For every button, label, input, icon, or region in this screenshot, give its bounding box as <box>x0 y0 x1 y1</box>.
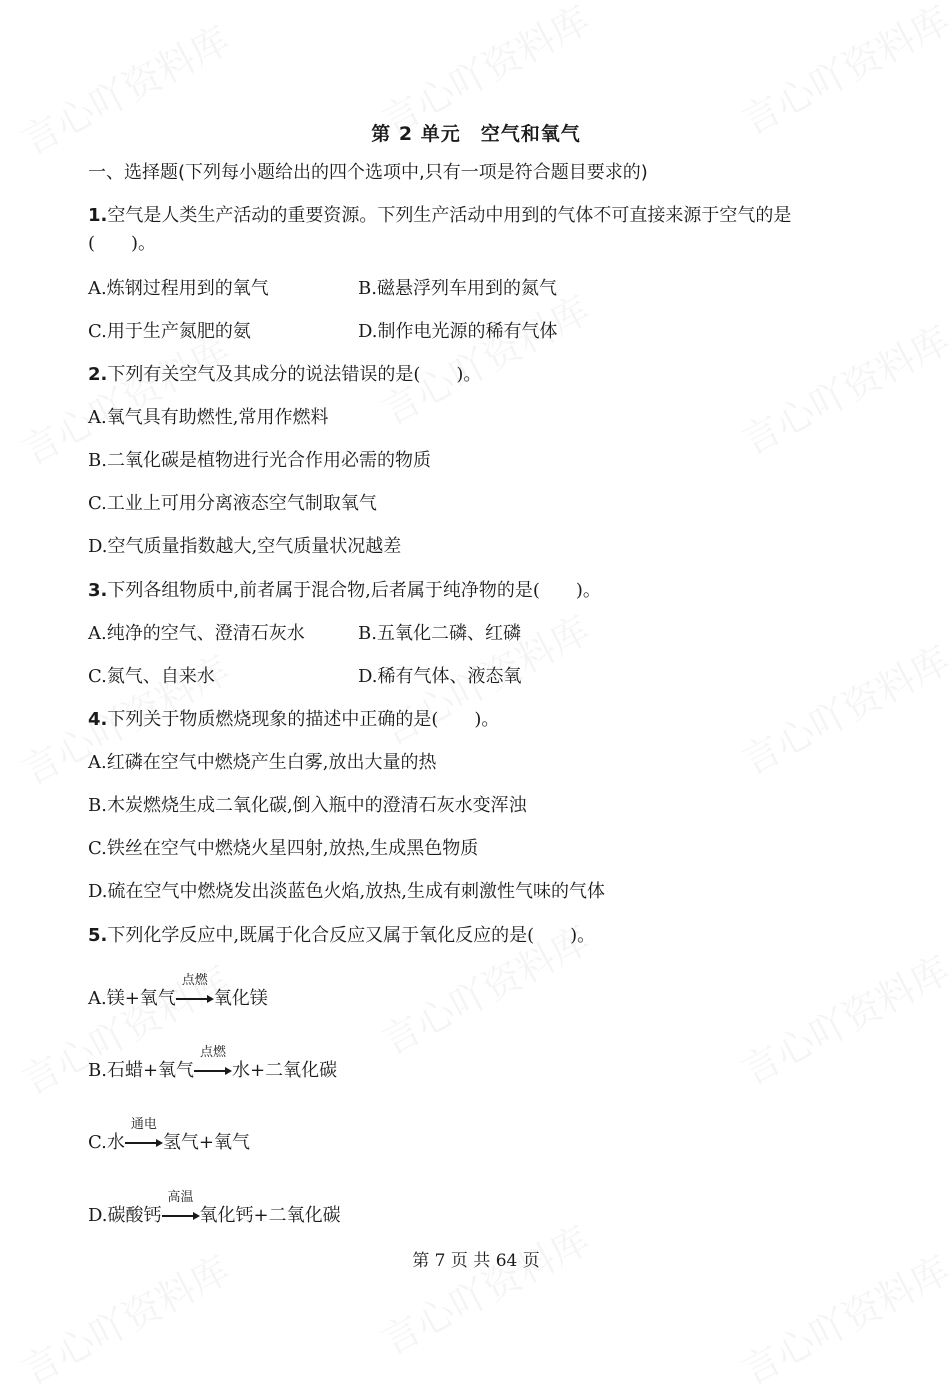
question-text: 空气是人类生产活动的重要资源。下列生产活动中用到的气体不可直接来源于空气的是 <box>107 205 792 226</box>
option-b: B.五氧化二磷、红磷 <box>358 623 521 644</box>
question-text: 下列化学反应中,既属于化合反应又属于氧化反应的是( )。 <box>107 925 596 946</box>
option-c: C.工业上可用分离液态空气制取氧气 <box>88 493 377 514</box>
reactants: B.石蜡+氧气 <box>88 1060 195 1081</box>
reaction-condition: 点燃 <box>200 1045 227 1060</box>
option-d: D.制作电光源的稀有气体 <box>358 321 558 342</box>
reactants: D.碳酸钙 <box>88 1205 162 1226</box>
option-d: D.空气质量指数越大,空气质量状况越差 <box>88 536 402 557</box>
section-heading: 一、选择题(下列每小题给出的四个选项中,只有一项是符合题目要求的) <box>88 162 648 183</box>
watermark <box>370 1210 597 1366</box>
question-number: 4. <box>88 709 108 730</box>
products: 氧化钙+二氧化碳 <box>199 1205 341 1226</box>
products: 水+二氧化碳 <box>232 1060 338 1081</box>
option-d: D.稀有气体、液态氧 <box>358 666 522 687</box>
option-b <box>88 1045 338 1082</box>
option-d <box>88 1190 341 1227</box>
option-d: D.硫在空气中燃烧发出淡蓝色火焰,放热,生成有刺激性气味的气体 <box>88 881 605 902</box>
option-c: C.用于生产氮肥的氨 <box>88 321 251 342</box>
question-number: 5. <box>88 925 108 946</box>
reactants: A.镁+氧气 <box>88 988 176 1009</box>
products: 氢气+氧气 <box>162 1132 250 1153</box>
question-1 <box>88 205 791 227</box>
question-2 <box>88 364 481 386</box>
question-number: 3. <box>88 580 108 601</box>
question-1-blank: ( )。 <box>88 233 157 254</box>
reaction-condition: 高温 <box>167 1190 194 1205</box>
option-b: B.二氧化碳是植物进行光合作用必需的物质 <box>88 450 431 471</box>
option-a: A.氧气具有助燃性,常用作燃料 <box>88 407 329 428</box>
watermark <box>370 280 597 436</box>
reaction-condition: 通电 <box>130 1117 157 1132</box>
question-text: 下列各组物质中,前者属于混合物,后者属于纯净物的是( )。 <box>107 580 601 601</box>
products: 氧化镁 <box>213 988 268 1009</box>
question-text: 下列关于物质燃烧现象的描述中正确的是( )。 <box>107 709 500 730</box>
watermark <box>730 630 952 786</box>
watermark <box>730 310 952 466</box>
option-a: A.红磷在空气中燃烧产生白雾,放出大量的热 <box>88 752 437 773</box>
reaction-arrow <box>176 973 214 1010</box>
reaction-arrow <box>194 1045 232 1082</box>
reaction-arrow <box>162 1190 200 1227</box>
question-3 <box>88 580 601 602</box>
reactants: C.水 <box>88 1132 125 1153</box>
question-number: 2. <box>88 364 108 385</box>
option-c <box>88 1117 250 1154</box>
reaction-arrow <box>125 1117 163 1154</box>
option-b: B.木炭燃烧生成二氧化碳,倒入瓶中的澄清石灰水变浑浊 <box>88 795 527 816</box>
option-a <box>88 973 268 1010</box>
option-a: A.炼钢过程用到的氧气 <box>88 278 269 299</box>
reaction-condition: 点燃 <box>181 973 208 988</box>
page-footer: 第 7 页 共 64 页 <box>412 1251 540 1271</box>
question-5 <box>88 925 595 947</box>
question-4 <box>88 709 499 731</box>
watermark <box>730 940 952 1096</box>
option-a: A.纯净的空气、澄清石灰水 <box>88 623 305 644</box>
option-b: B.磁悬浮列车用到的氮气 <box>358 278 557 299</box>
page-title: 第 2 单元 空气和氧气 <box>371 123 581 145</box>
question-number: 1. <box>88 205 108 226</box>
question-text: 下列有关空气及其成分的说法错误的是( )。 <box>107 364 482 385</box>
option-c: C.铁丝在空气中燃烧火星四射,放热,生成黑色物质 <box>88 838 479 859</box>
option-c: C.氮气、自来水 <box>88 666 215 687</box>
